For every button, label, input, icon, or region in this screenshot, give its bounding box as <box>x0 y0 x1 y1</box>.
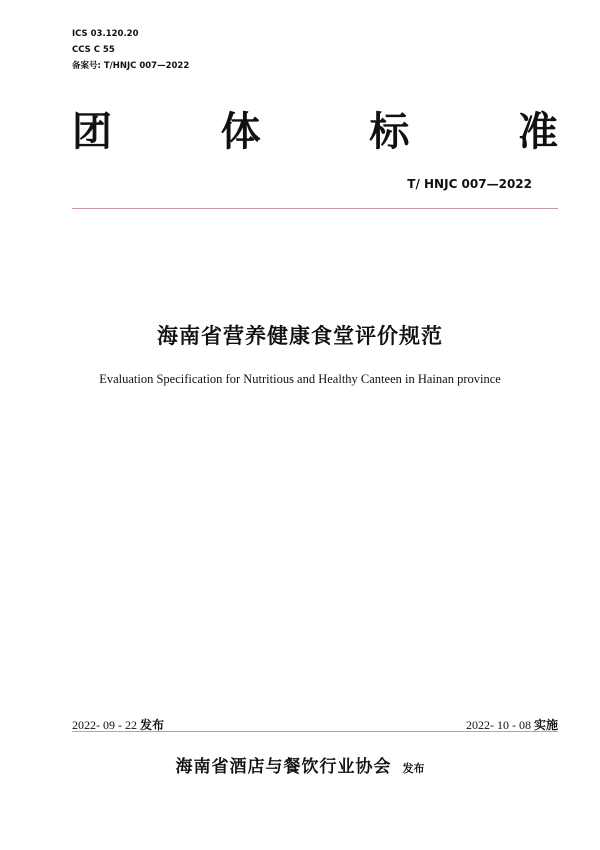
implementation-date-value: 2022- 10 - 08 <box>465 718 531 732</box>
heading-char: 体 <box>220 109 261 155</box>
implementation-date-label: 实施 <box>533 718 558 732</box>
heading-char: 标 <box>369 109 410 155</box>
standard-number: T/ HNJC 007—2022 <box>407 177 532 191</box>
ccs-code: CCS C 55 <box>72 45 115 55</box>
chinese-title: 海南省营养健康食堂评价规范 <box>157 324 443 348</box>
publisher-name: 海南省酒店与餐饮行业协会 <box>175 757 392 777</box>
publisher-line <box>0 752 600 777</box>
registration-number: 备案号: T/HNJC 007—2022 <box>72 61 190 71</box>
heading-char: 团 <box>72 109 112 155</box>
ics-code: ICS 03.120.20 <box>72 29 139 39</box>
bottom-divider <box>72 731 558 732</box>
issue-date-value: 2022- 09 - 22 <box>72 718 137 732</box>
english-title: Evaluation Specification for Nutritious and Healthy Canteen in Hainan province <box>99 372 501 386</box>
heading-char: 准 <box>517 109 558 155</box>
standard-type-heading <box>72 109 558 155</box>
issue-date-label: 发布 <box>140 718 165 732</box>
top-divider <box>72 208 558 209</box>
publisher-suffix: 发布 <box>402 762 425 775</box>
